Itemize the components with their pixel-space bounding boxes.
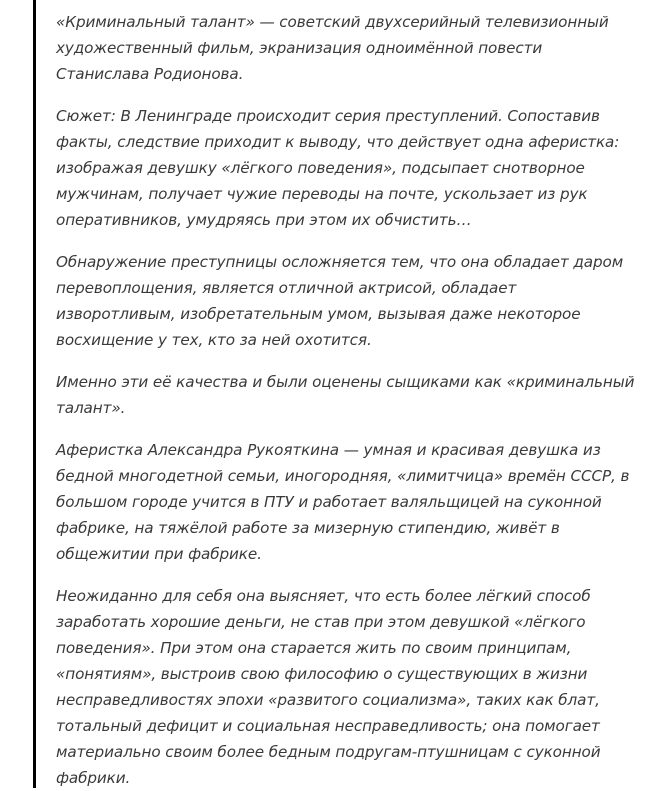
blockquote-bar <box>33 0 36 788</box>
quote-paragraph-6: Неожиданно для себя она выясняет, что есть более лёгкий способ заработать хорошие деньги, не став при этом девушкой «лёгкого поведения». При этом она старается жить по своим принципам, «понятиям», выстроив свою философию о существующих в жизни несправедливостях эпохи «развитого социализма», таких как блат, тотальный дефицит и социальная несправедливость; она помогает материально своим более бедным подругам-птушницам с суконной фабрики. <box>56 587 601 787</box>
quote-paragraph-4: Именно эти её качества и были оценены сыщиками как «криминальный талант». <box>56 373 635 417</box>
blockquote <box>56 0 636 791</box>
quote-paragraph-3: Обнаружение преступницы осложняется тем, что она обладает даром перевоплощения, является отличной актрисой, обладает изворотливым, изобретательным умом, вызывая даже некоторое восхищение у тех, кто за ней охотится. <box>56 253 624 349</box>
quote-paragraph-1: «Криминальный талант» — советский двухсерийный телевизионный художественный фильм, экранизация одноимённой повести Станислава Родионова. <box>56 13 609 83</box>
quote-paragraph-2: Сюжет: В Ленинграде происходит серия преступлений. Сопоставив факты, следствие приходит к выводу, что действует одна аферистка: изображая девушку «лёгкого поведения», подсыпает снотворное мужчинам, получает чужие переводы на почте, ускользает из рук оперативников, умудряясь при этом их обчистить… <box>56 107 620 229</box>
quote-paragraph-5: Аферистка Александра Рукояткина — умная и красивая девушка из бедной многодетной семьи, иногородняя, «лимитчица» времён СССР, в большом городе учится в ПТУ и работает валяльщицей на суконной фабрике, на тяжёлой работе за мизерную стипендию, живёт в общежитии при фабрике. <box>56 441 630 563</box>
